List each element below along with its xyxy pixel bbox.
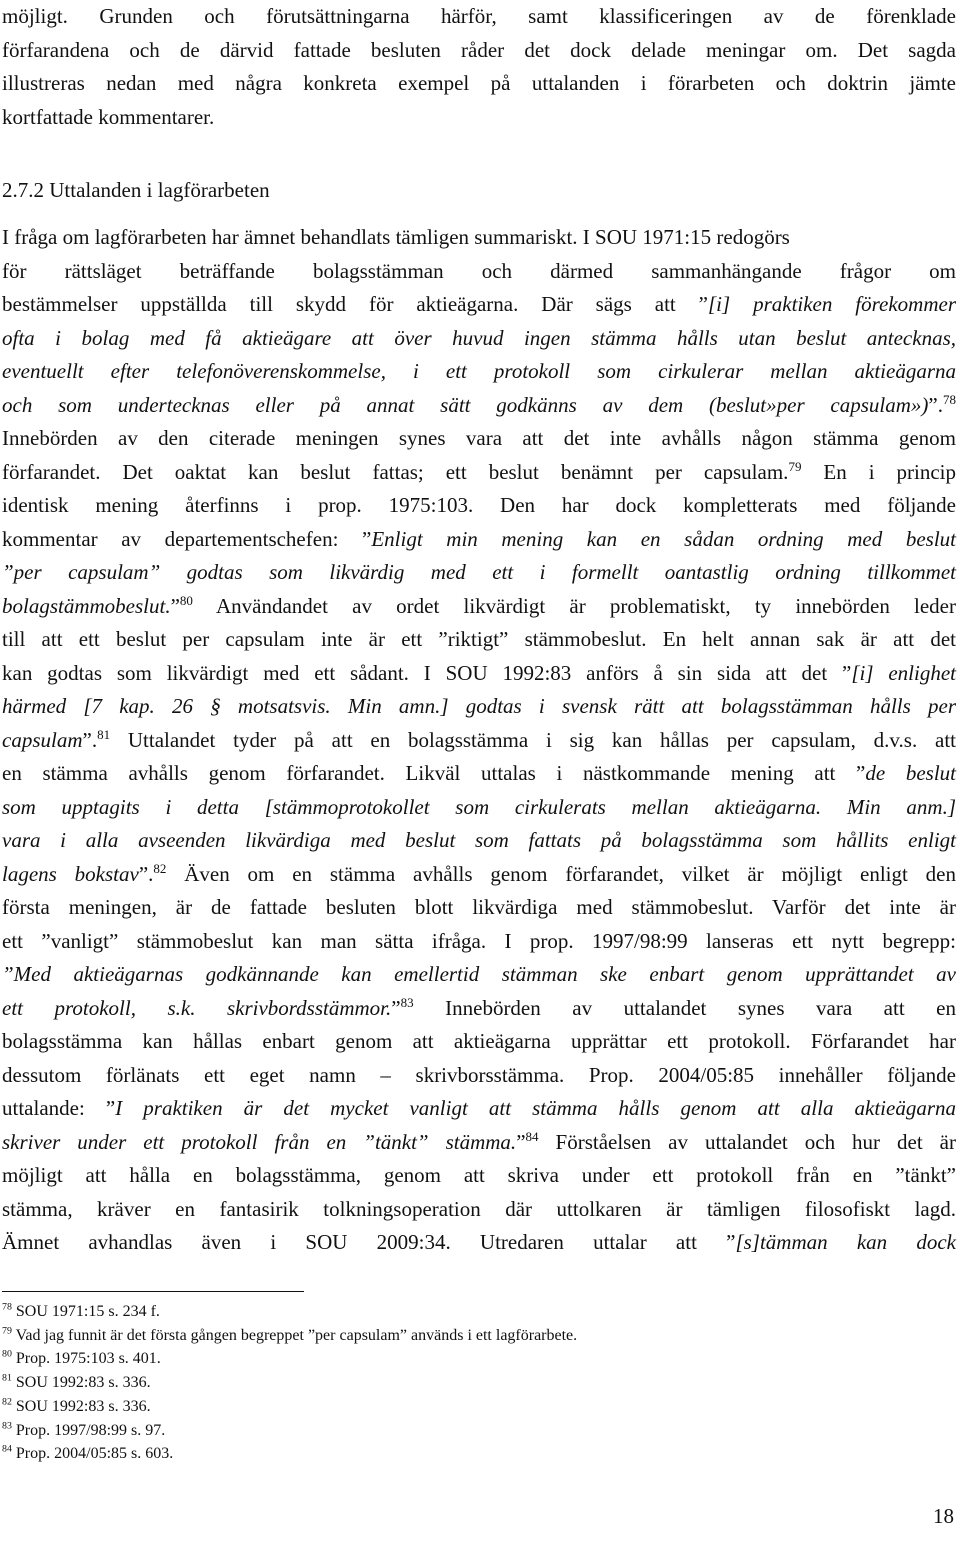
text-line (2, 556, 956, 590)
text-line: illustreras nedan med några konkreta exempel på uttalanden i förarbeten och doktrin jämte (2, 71, 956, 95)
text-line (2, 724, 956, 758)
body-paragraph (2, 221, 956, 1260)
quoted-text: capsulam (2, 727, 83, 752)
text-run: ”. (82, 727, 98, 752)
footnote-text: Prop. 2004/05:85 s. 603. (11, 1445, 174, 1463)
footnote-number: 83 (2, 1420, 12, 1432)
quoted-text: [i] enlighet (851, 660, 956, 685)
text-run: dessutom förlänats ett eget namn – skrivborsstämma. Prop. 2004/05:85 innehåller följande (2, 1062, 956, 1087)
text-line (2, 322, 956, 356)
quoted-text: som upptagits i detta [stämmoprotokollet som cirkulerats mellan aktieägarna. Min anm.] (2, 794, 956, 819)
footnote-ref: 78 (942, 391, 956, 407)
footnote-ref: 79 (788, 458, 802, 474)
text-run: första meningen, är de fattade besluten blott likvärdiga med stämmobeslut. Varför det inte är (2, 895, 956, 919)
footnote-ref: 84 (525, 1128, 539, 1144)
text-line (2, 1126, 956, 1160)
quoted-text: ofta i bolag med få aktieägare att över huvud ingen stämma hålls utan beslut antecknas, (2, 325, 956, 350)
text-line (2, 389, 956, 423)
footnote-text: SOU 1992:83 s. 336. (11, 1374, 151, 1392)
page-number: 18 (933, 1504, 954, 1528)
text-run: ” (516, 1129, 526, 1154)
footnote-separator (2, 1291, 304, 1292)
text-line (2, 1025, 956, 1059)
footnote-text: SOU 1971:15 s. 234 f. (11, 1303, 160, 1320)
quoted-text: ”Med aktieägarnas godkännande kan emellertid stämman ske enbart genom upprättandet av (2, 962, 956, 986)
text-run: för rättsläget beträffande bolagsstämman och därmed sammanhängande frågor om (2, 258, 956, 283)
footnote-ref: 82 (153, 860, 167, 876)
section-heading: 2.7.2 Uttalanden i lagförarbeten (2, 178, 270, 202)
footnote-number: 80 (2, 1349, 12, 1361)
text-line (2, 1226, 956, 1260)
footnote-number: 84 (2, 1443, 12, 1455)
quoted-text: bolagstämmobeslut. (2, 593, 171, 618)
text-run: möjligt att hålla en bolagsstämma, genom att skriva under ett protokoll från en ”tänkt” (2, 1163, 956, 1187)
quoted-text: [i] praktiken förekommer (707, 292, 956, 316)
text-run: en stämma avhålls genom förfarandet. Likväl uttalas i nästkommande mening att ” (2, 761, 866, 785)
footnote (2, 1324, 956, 1348)
text-line (2, 489, 956, 523)
text-line (2, 1092, 956, 1126)
text-run: bestämmelser uppställda till skydd för aktieägarna. Där sägs att ” (2, 292, 708, 316)
text-line (2, 657, 956, 691)
quoted-text: Enligt min mening kan en sådan ordning med beslut (371, 526, 957, 551)
text-line (2, 1193, 956, 1227)
footnote-text: Vad jag funnit är det första gången begreppet ”per capsulam” används i ett lagförarbete. (11, 1326, 578, 1344)
footnote (2, 1347, 956, 1371)
footnote-number: 82 (2, 1396, 12, 1408)
text-run: ” (170, 593, 180, 618)
quoted-text: härmed [7 kap. 26 § motsatsvis. Min amn.] godtas i svensk rätt att bolagsstämman hålls per (2, 694, 956, 718)
quoted-text: eventuellt efter telefonöverenskommelse, i ett protokoll som cirkulerar mellan aktieägarna (2, 359, 956, 383)
text-line (2, 958, 956, 992)
text-run: Även om en stämma avhålls genom förfarandet, vilket är möjligt enligt den (166, 861, 956, 886)
text-run: Användandet av ordet likvärdigt är problematiskt, ty innebörden leder (192, 593, 956, 618)
opening-paragraph (2, 0, 956, 134)
footnote-number: 78 (2, 1301, 12, 1313)
text-run: Ämnet avhandlas även i SOU 2009:34. Utredaren uttalar att ” (2, 1230, 736, 1254)
text-line (2, 623, 956, 657)
footnote (2, 1395, 956, 1419)
text-line (2, 523, 956, 557)
footnote-text: Prop. 1975:103 s. 401. (11, 1350, 161, 1368)
footnotes (2, 1300, 956, 1466)
text-line (2, 590, 956, 624)
text-run: Förståelsen av uttalandet och hur det är (538, 1129, 956, 1154)
text-line (2, 288, 956, 322)
text-run: Innebörden av den citerade meningen synes vara att det inte avhålls någon stämma genom (2, 426, 956, 450)
text-line: förfarandena och de därvid fattade besluten råder det dock delade meningar om. Det sagda (2, 37, 956, 62)
footnote (2, 1300, 956, 1324)
text-line (2, 1059, 956, 1093)
text-line: kortfattade kommentarer. (2, 104, 215, 129)
text-run: ett ”vanligt” stämmobeslut kan man sätta ifråga. I prop. 1997/98:99 lanseras ett nytt begrepp: (2, 928, 956, 953)
text-line (2, 858, 956, 892)
quoted-text: vara i alla avseenden likvärdiga med beslut som fattats på bolagsstämma som hållits enligt (2, 828, 956, 852)
footnote-ref: 80 (179, 592, 193, 608)
footnote-number: 81 (2, 1372, 12, 1384)
text-line (2, 992, 956, 1026)
text-line (2, 422, 956, 456)
text-run: ”. (928, 392, 943, 417)
text-run: ” (391, 995, 401, 1020)
text-line (2, 757, 956, 791)
text-run: Uttalandet tyder på att en bolagsstämma i sig kan hållas per capsulam, d.v.s. att (110, 727, 956, 752)
text-line: möjligt. Grunden och förutsättningarna härför, samt klassificeringen av de förenklade (2, 4, 956, 28)
footnote (2, 1442, 956, 1466)
text-run: förfarandet. Det oaktat kan beslut fattas; ett beslut benämnt per capsulam. (2, 459, 789, 484)
quoted-text: de beslut (865, 761, 956, 785)
text-line (2, 355, 956, 389)
text-line (2, 925, 956, 959)
quoted-text: ”per capsulam” godtas som likvärdig med ett i formellt oantastlig ordning tillkommet (2, 560, 956, 584)
quoted-text: [s]tämman kan dock (735, 1230, 956, 1254)
text-line (2, 1159, 956, 1193)
text-line (2, 891, 956, 925)
text-run: En i princip (801, 459, 956, 484)
quoted-text: och som undertecknas eller på annat sätt godkänns av dem (beslut»per capsulam») (2, 392, 929, 417)
text-line (2, 791, 956, 825)
footnote-ref: 83 (400, 994, 414, 1010)
quoted-text: ett protokoll, s.k. skrivbordsstämmor. (2, 995, 392, 1020)
text-line (2, 255, 956, 289)
footnote-text: Prop. 1997/98:99 s. 97. (11, 1421, 166, 1439)
text-run: kommentar av departementschefen: ” (2, 526, 372, 551)
quoted-text: I praktiken är det mycket vanligt att stämma hålls genom att alla aktieägarna (115, 1096, 956, 1120)
text-line (2, 221, 956, 255)
footnote (2, 1419, 956, 1443)
text-line (2, 456, 956, 490)
text-run: stämma, kräver en fantasirik tolkningsoperation där uttolkaren är tämligen filosofiskt lagd. (2, 1196, 956, 1221)
text-run: identisk mening återfinns i prop. 1975:103. Den har dock kompletterats med följande (2, 493, 956, 517)
text-run: till att ett beslut per capsulam inte är ett ”riktigt” stämmobeslut. En helt annan sak är att det (2, 627, 956, 651)
text-run: bolagsstämma kan hållas enbart genom att aktieägarna upprättar ett protokoll. Förfarandet har (2, 1029, 956, 1053)
footnote (2, 1371, 956, 1395)
text-run: uttalande: ” (2, 1096, 116, 1120)
text-run: ”. (138, 861, 154, 886)
text-run: kan godtas som likvärdigt med ett sådant. I SOU 1992:83 anförs å sin sida att det ” (2, 660, 852, 685)
text-run: Innebörden av uttalandet synes vara att en (413, 995, 956, 1020)
footnote-text: SOU 1992:83 s. 336. (11, 1397, 151, 1415)
text-line (2, 824, 956, 858)
text-line (2, 690, 956, 724)
quoted-text: skriver under ett protokoll från en ”tänkt” stämma. (2, 1129, 517, 1154)
text-run: I fråga om lagförarbeten har ämnet behandlats tämligen summariskt. I SOU 1971:15 redogörs (2, 225, 790, 249)
quoted-text: lagens bokstav (2, 861, 139, 886)
footnote-ref: 81 (97, 726, 111, 742)
footnote-number: 79 (2, 1325, 12, 1337)
